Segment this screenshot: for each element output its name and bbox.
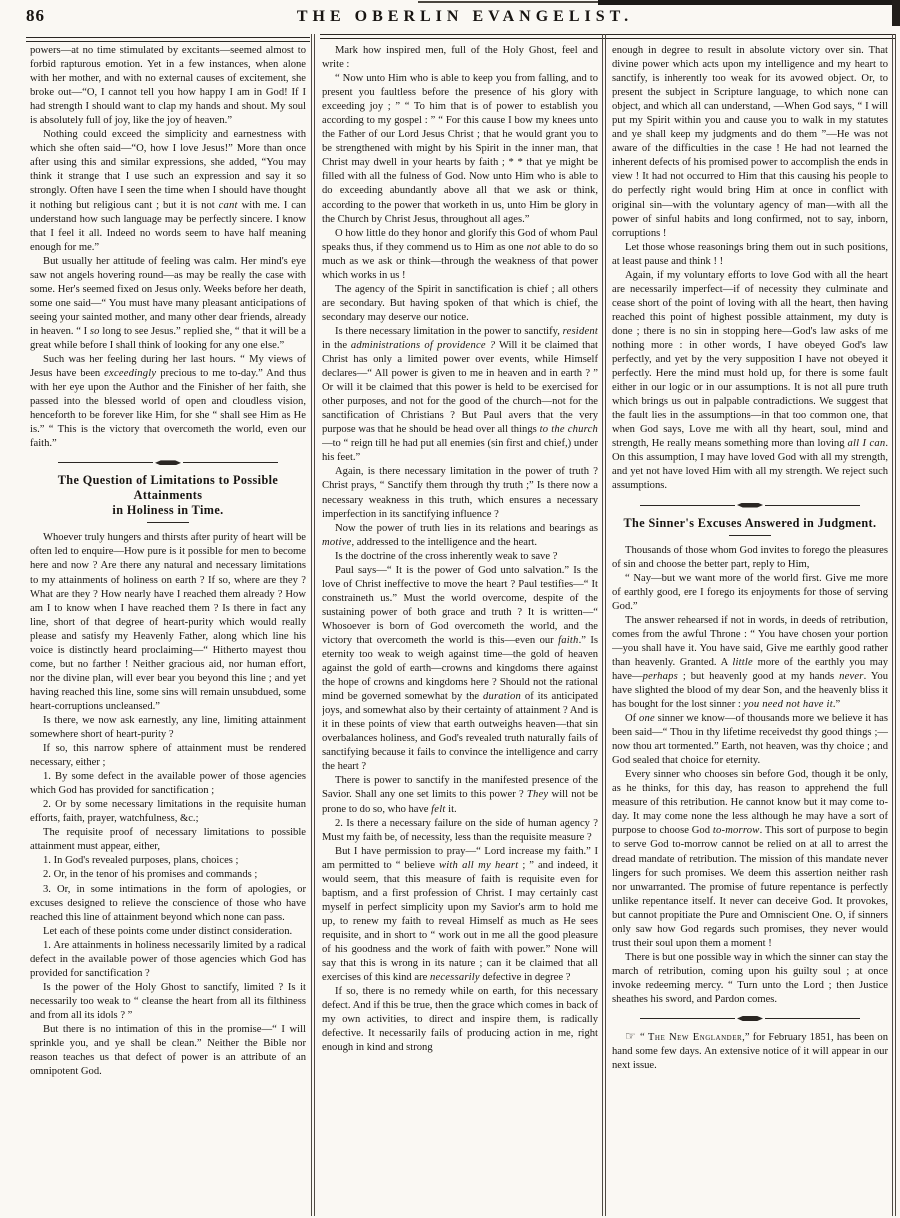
section-divider-ornament	[640, 1015, 860, 1022]
paragraph: 2. Is there a necessary failure on the side of human agency ? Must my faith be, of necessity, less than the requisite measure ?	[322, 817, 598, 843]
paragraph: Such was her feeling during her last hours. “ My views of Jesus have been exceedingly precious to me to-day.” And thus with her eye upon the Author and the Finisher of her faith, she passed into the blessed world of open and cloudless vision, henceforth to be forever like Him, for she “ shall see Him as He is.” “ This is the victory that overcometh the world, even our faith.”	[30, 354, 306, 450]
paragraph: Is the power of the Holy Ghost to sanctify, limited ? Is it necessarily too weak to “ cleanse the heart from all its filthiness and from all its idols ? ”	[30, 981, 306, 1021]
paragraph: Let each of these points come under distinct consideration.	[43, 925, 293, 937]
paragraph: 3. Or, in some intimations in the form of apologies, or excuses designed to relieve the conscience of those who have reached this line of attainment beyond which none can pass.	[30, 883, 306, 923]
text-column-1	[30, 44, 306, 1214]
paragraph: Is the doctrine of the cross inherently weak to save ?	[335, 550, 558, 562]
paragraph: “ Nay—but we want more of the world first. Give me more of earthly good, ere I forego its enjoyments for those of serving God.”	[612, 572, 888, 612]
page-number: 86	[26, 6, 45, 25]
header-rule-right	[320, 34, 896, 39]
paragraph: Let those whose reasonings bring them out in such positions, at least pause and think ! !	[612, 241, 888, 267]
paragraph: The requisite proof of necessary limitations to possible attainment must appear, either,	[30, 827, 306, 853]
article-heading: The Question of Limitations to Possible Attainments in Holiness in Time.	[36, 473, 300, 523]
paragraph: Every sinner who chooses sin before God, though it be only, as he thinks, for this day, has reason to apprehend the full measure of this retribution. He cannot know but it may come to-day. It may come none the less although he may have a sort of purpose to choose God to-morrow. This sort of purpose to begin to serve God to-morrow cannot be relied on at all to arrest the dread mandate of retribution. The mission of this mandate never lingers for such promises. We deem this assertion neither rash nor unwarranted. The promise of future repentance is perfectly unlike repentance itself. It never can deceive God. It provokes, but cannot propitiate the Pure and Omniscient One. O, if sinners only saw how God regards such promises, they never would trust their soul upon them a moment !	[612, 769, 888, 949]
heading-underline-rule	[147, 522, 189, 523]
paragraph: Mark how inspired men, full of the Holy Ghost, feel and write :	[322, 45, 598, 71]
text-column-3	[612, 44, 888, 1214]
paragraph: 2. Or, in the tenor of his promises and commands ;	[43, 869, 258, 881]
paragraph: “ Now unto Him who is able to keep you from falling, and to present you faultless before the presence of his glory with exceeding joy ; ” “ To him that is of power to establish you according to my gospel : ” “ For this cause I bow my knees unto the Father of our Lord Jesus Christ ; that he would grant you to be strengthened with might by his Spirit in the inner man, that Christ may dwell in your hearts by faith ; * * that ye might be filled with all the fulness of God. Now unto Him who is able to do exceeding abundantly above all that we ask or think, according to the power that worketh in us, unto Him be glory in the Church by Christ Jesus, throughout all ages.”	[322, 73, 598, 225]
paragraph: enough in degree to result in absolute victory over sin. That divine power which acts upon my intelligence and my heart to sanctify, is inherently too weak for its avowed object. Or, to present the subject in Scripture language, to which none can object, and which all can understand, —When God says, “ I will put my Spirit within you and cause you to walk in my statutes and ye shall keep my judgments and do them ”—He was not aware of the difficulties in the case ! He had not learned the inherent defects of his promised power to accomplish the ends in view ! It had not occurred to Him that this causing his people to do perfectly right would bring Him at once in conflict with original sin—with the voluntary agency of man—with all the power of sinful habits and long confirmed, not to say, inborn, corruptions !	[612, 45, 888, 239]
section-divider-ornament	[58, 459, 278, 466]
paragraph: Nothing could exceed the simplicity and earnestness with which she often said—“O, how I love Jesus!” More than once after using this and similar expressions, she added, “You may think it strange that I use such an expression and say it so strongly. Often have I seen the time when I should have thought it nothing but religious cant ; but it is not cant with me. I can understand how such language may be perfectly sincere. I know that I feel it all. Indeed no words seem to have half meaning enough for me.”	[30, 129, 306, 253]
masthead-title: THE OBERLIN EVANGELIST.	[296, 8, 634, 25]
paragraph: Thousands of those whom God invites to forego the pleasures of sin and choose the better part, reply to Him,	[612, 544, 888, 570]
paragraph: 1. By some defect in the available power of those agencies which God has provided for sanctification ;	[30, 771, 306, 797]
paragraph: Now the power of truth lies in its relations and bearings as motive, addressed to the intelligence and the heart.	[322, 522, 598, 548]
paragraph: ☞ “ The New Englander,” for February 1851, has been on hand some few days. An extensive notice of it will appear in our next issue.	[612, 1029, 888, 1072]
paragraph: The agency of the Spirit in sanctification is chief ; all others are secondary. But having spoken of that which is chief, the secondary may deserve our notice.	[322, 283, 598, 323]
paragraph: 2. Or by some necessary limitations in the requisite human efforts, faith, prayer, watchfulness, &c.;	[30, 799, 306, 825]
scan-artifact-bar	[598, 0, 900, 5]
paragraph: Again, is there necessary limitation in the power of truth ? Christ prays, “ Sanctify them through thy truth ;” Is there now a necessary weakness in this truth, which ensures a necessary imperfection in its sanctifying influence ?	[322, 466, 598, 520]
paragraph: O how little do they honor and glorify this God of whom Paul speaks thus, if they commend us to Him as one not able to do so much as we ask or think—through the weakness of that power which works in us !	[322, 227, 598, 281]
paragraph: 1. In God's revealed purposes, plans, choices ;	[43, 855, 239, 867]
header-rule-left	[26, 37, 310, 42]
heading-underline-rule	[729, 535, 771, 536]
column-separator-rule	[602, 34, 606, 1216]
page-edge-rule	[892, 34, 896, 1216]
column-separator-rule	[311, 34, 315, 1216]
paragraph: 1. Are attainments in holiness necessarily limited by a radical defect in the available power of those agencies which God has provided for sanctification ?	[30, 939, 306, 979]
paragraph: Paul says—“ It is the power of God unto salvation.” Is the love of Christ ineffective to move the heart ? Paul testifies—“ It constraineth us.” Must the world overcome, despite of the sustaining power of both grace and truth ? It is written—“ Whosoever is born of God overcometh the world, and the victory that overcometh the world is this—even our faith.” Is eternity too weak to weigh against time—the gold of heaven against the gold of earth—crowns and kingdoms there against the hope of crowns and kingdoms here ? Should not the rational mind be governed somewhat by the duration of its anticipated joys, and somewhat also by their certainty of attainment ? And is it in these points of view that earth outweighs heaven—that sin overbalances holiness, and God's revealed truth naturally fails of sanctifying because it fails to convince the intelligence and carry the heart ?	[322, 564, 598, 773]
paragraph: Of one sinner we know—of thousands more we believe it has been said—“ Thou in thy lifetime receivedst thy good things ;—now thou art tormented.” Earth, not heaven, was thy choice ; and God sealed that choice for eternity.	[612, 713, 888, 767]
paragraph: But I have permission to pray—“ Lord increase my faith.” I am permitted to “ believe with all my heart ; ” and indeed, it would seem, that this measure of faith is requisite even for baptism, and a first profession of Christ. I may certainly cast myself in perfect simplicity upon my Savior's arm to hold me up, to renew my faith to reveal Himself as much as He sees requisite, and in short to “ work out in me all the good pleasure of his goodness and the work of faith with power.” None will say that this is wrong in its nature ; can it be claimed that all exercises of this kind are necessarily defective in degree ?	[322, 845, 598, 984]
scan-artifact-bar	[418, 1, 598, 3]
paragraph: The answer rehearsed if not in words, in deeds of retribution, comes from the awful Throne : “ You have chosen your portion—you shall have it. You have said, Give me earthly good rather than heavenly. Granted. A little more of the earthly you may have—perhaps ; but heavenly good at my hands never. You have slighted the blood of my dear Son, and the heavenly bliss it has bought for the lost sinner : you need not have it.”	[612, 614, 888, 711]
paragraph: There is power to sanctify in the manifested presence of the Savior. Shall any one set limits to this power ? They will not be prone to do so, who have felt it.	[322, 775, 598, 815]
paragraph: powers—at no time stimulated by excitants—seemed almost to forbid rapturous emotion. Yet in a few instances, when alone with her mother, and with no external causes of excitement, she broke out—“O, I cannot tell you how happy I am in God! If I had strength I should want to clap my hands and shout. My soul is absolutely full of joy, like the joy of heaven.”	[30, 45, 306, 127]
paragraph: Is there necessary limitation in the power to sanctify, resident in the administrations of providence ? Will it be claimed that Christ has only a limited power over events, while Himself declares—“ All power is given to me in heaven and in earth ? ” Or will it be claimed that this power is held to be exercised for other purposes, and not for the good of the church—not for the sanctification of Christians ? But Paul avers that the very purpose was that he should be head over all things to the church—to “ reign till he had put all enemies (sin first and chief,) under his feet.”	[322, 325, 598, 464]
paragraph: If so, this narrow sphere of attainment must be rendered necessary, either ;	[30, 743, 306, 769]
article-heading: The Sinner's Excuses Answered in Judgment.	[618, 516, 882, 536]
manicule-pointing-hand-icon: ☞	[625, 1029, 637, 1044]
section-divider-ornament	[640, 502, 860, 509]
paragraph: Whoever truly hungers and thirsts after purity of heart will be often led to enquire—How pure is it possible for men to become here and now ? Are there any natural and necessary limitations to my attainments of holiness on earth ? If so, where are they ? What are they ? How nearly have I reached them already ? How am I to know when I have reached them ? Is there in fact any line, short of that degree of heart-purity which would really please and satisfy my Heavenly Father, along which line his voice is distinctly heard proclaiming—“ Hitherto mayest thou come, but no farther ! Neither gracious aid, nor human effort, nor the divine plan, will ever bear you beyond this line ; and yet having reached this line, some sins will remain unsubdued, some heart-corruptions uncleansed.”	[30, 532, 306, 712]
paragraph: If so, there is no remedy while on earth, for this necessary defect. And if this be true, then the grace which comes in back of my own activities, to direct and inspire them, is radically defective. It necessarily fails of producing action in me, right enough in kind and strong	[322, 986, 598, 1054]
paragraph: Is there, we now ask earnestly, any line, limiting attainment somewhere short of heart-purity ?	[30, 714, 306, 741]
text-column-2	[322, 44, 598, 1214]
paragraph: Again, if my voluntary efforts to love God with all the heart are necessarily imperfect—if of necessity they culminate and cease short of the point of loving with all the heart, then having reached this point of highest possible attainment, my duty is done ; there is no sin in stopping here—God's law asks of me nothing more : in other words, I have obeyed God's law perfectly, and yet by the very supposition I have not obeyed it perfectly. Here the mind must hold up, for there is some fault either in our logic or in our assumptions. It is not all pure truth which brings us out in palpable contradictions. We suggest that the fault lies in the assumptions—in that too common one, that when God says, Love me with all thy heart, soul, mind and strength, He really means something more than loving all I can. On this assumption, I may have loved God with all my strength, and yet not have loved Him with all my strength. We reject such assumptions.	[612, 269, 888, 492]
scan-artifact-mark	[892, 0, 900, 26]
paragraph: But there is no intimation of this in the promise—“ I will sprinkle you, and ye shall be clean.” Neither the Bible nor reason teaches us that defect of power is an attribute of an omnipotent God.	[30, 1024, 306, 1078]
paragraph: But usually her attitude of feeling was calm. Her mind's eye saw not angels hovering round—as may be really the case with some. Her's seemed fixed on Jesus only. Weeks before her death, some one said—“ You must have many pleasant anticipations of seeing your sainted mother, and many other dear friends, already in heaven. “ I so long to see Jesus.” replied she, “ that it will be a great while before I shall think of looking for any one else.”	[30, 255, 306, 351]
paragraph: There is but one possible way in which the sinner can stay the march of retribution, coming upon his guilty soul ; at once invoke redeeming mercy. “ Turn unto the Lord ; then Justice sheathes his sword, and Pardon comes.	[612, 951, 888, 1005]
